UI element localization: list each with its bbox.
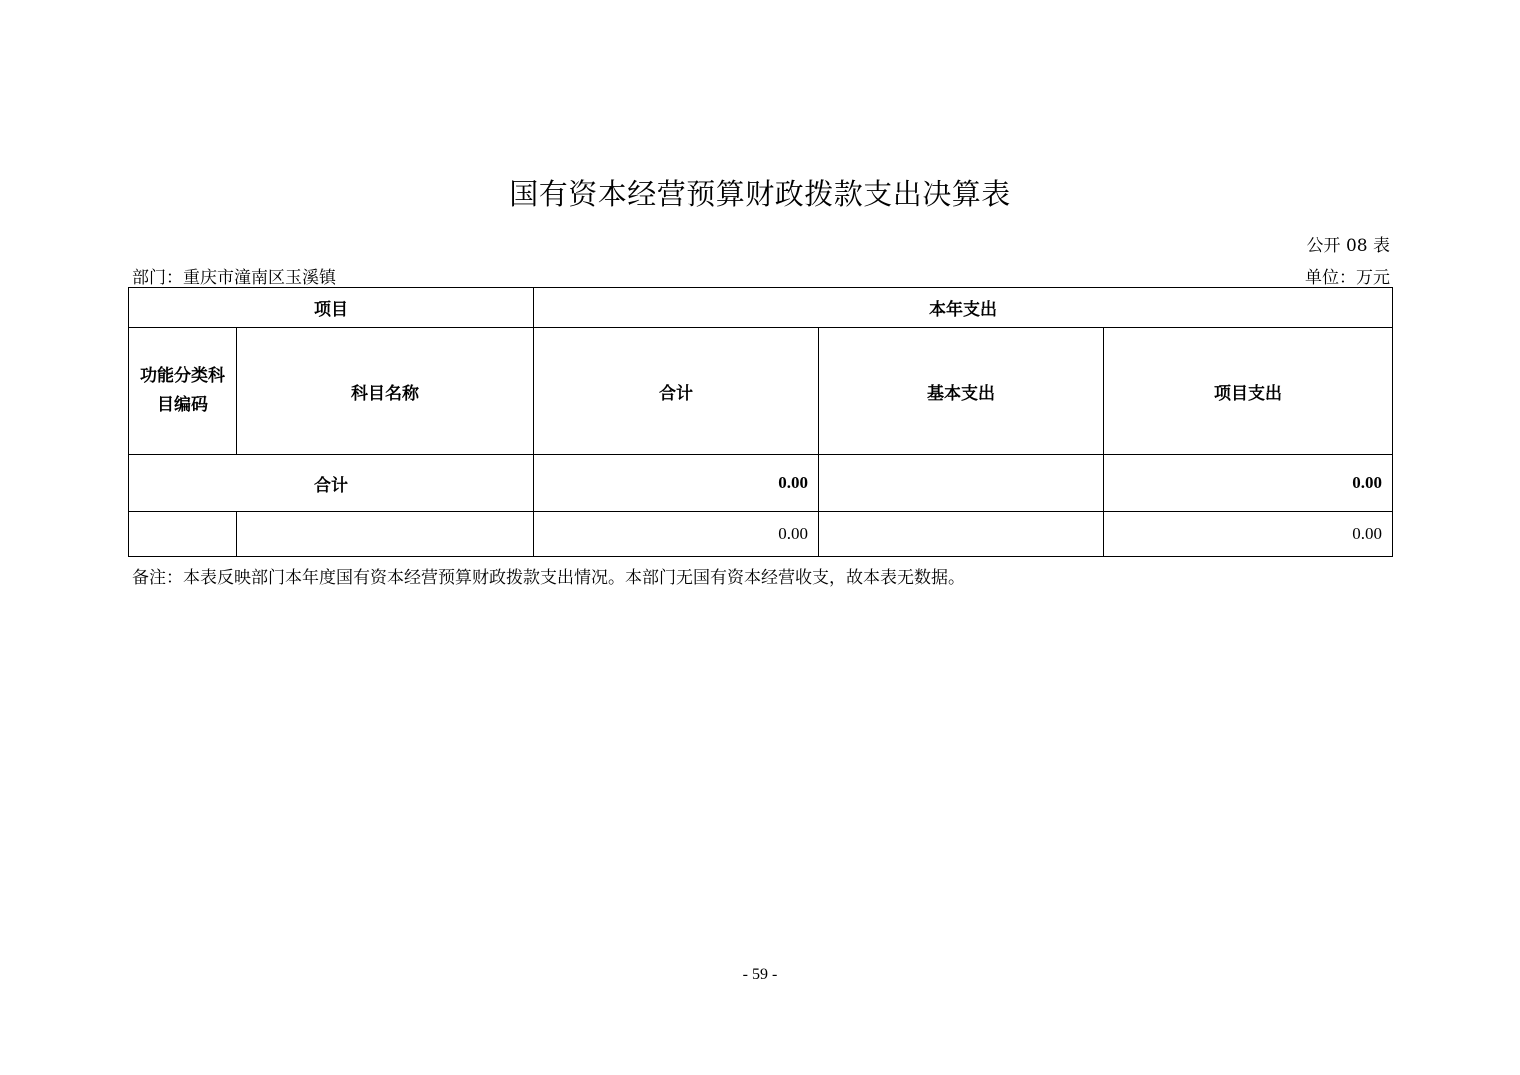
total-row — [129, 455, 1393, 512]
unit-label: 单位：万元 — [1305, 268, 1390, 288]
header-basic-expenditure: 基本支出 — [819, 328, 1104, 455]
row-project: 0.00 — [1104, 512, 1393, 557]
header-function-code — [129, 328, 237, 455]
table-header-row-2 — [129, 328, 1393, 455]
department-label: 部门：重庆市潼南区玉溪镇 — [132, 268, 336, 288]
header-item: 项目 — [129, 288, 534, 328]
row-code — [129, 512, 237, 557]
table-row — [129, 512, 1393, 557]
total-row-label: 合计 — [129, 455, 534, 512]
row-basic — [819, 512, 1104, 557]
row-name — [237, 512, 534, 557]
page-title: 国有资本经营预算财政拨款支出决算表 — [509, 177, 1011, 211]
header-function-code-label: 功能分类科目编码 — [140, 366, 225, 415]
header-project-expenditure: 项目支出 — [1104, 328, 1393, 455]
header-current-year: 本年支出 — [534, 288, 1393, 328]
total-row-project: 0.00 — [1104, 455, 1393, 512]
expenditure-table — [128, 287, 1393, 557]
table-header-row-1 — [129, 288, 1393, 328]
form-number: 公开 08 表 — [1306, 236, 1390, 256]
table-note: 备注：本表反映部门本年度国有资本经营预算财政拨款支出情况。本部门无国有资本经营收支，故本表无数据。 — [132, 568, 965, 588]
row-total: 0.00 — [534, 512, 819, 557]
header-subject-name: 科目名称 — [237, 328, 534, 455]
total-row-basic — [819, 455, 1104, 512]
total-row-total: 0.00 — [534, 455, 819, 512]
header-total: 合计 — [534, 328, 819, 455]
page-number: - 59 - — [742, 966, 778, 983]
